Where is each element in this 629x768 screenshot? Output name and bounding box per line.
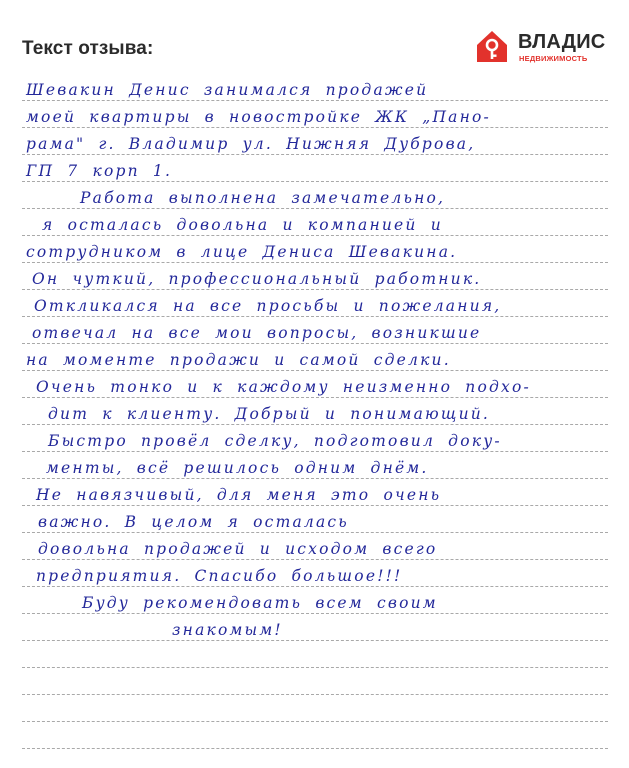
ruled-line [22, 694, 608, 695]
review-line: довольна продажей и исходом всего [38, 540, 438, 558]
brand-name: ВЛАДИС [518, 31, 606, 53]
ruled-line [22, 154, 608, 155]
ruled-line [22, 478, 608, 479]
review-line: Быстро провёл сделку, подготовил доку- [48, 432, 502, 450]
ruled-line [22, 181, 608, 182]
brand-tagline: НЕДВИЖИМОСТЬ [519, 54, 588, 63]
review-line: моей квартиры в новостройке ЖК „Пано- [26, 108, 491, 126]
review-line: Буду рекомендовать всем своим [82, 594, 438, 612]
ruled-line [22, 505, 608, 506]
review-line: Не навязчивый, для меня это очень [36, 486, 442, 504]
ruled-line [22, 559, 608, 560]
review-line: важно. В целом я осталась [38, 513, 349, 531]
ruled-line [22, 424, 608, 425]
review-line: предприятия. Спасибо большое!!! [36, 567, 403, 585]
review-line: Откликался на все просьбы и пожелания, [34, 297, 502, 315]
ruled-line [22, 343, 608, 344]
ruled-line [22, 262, 608, 263]
review-line: Работа выполнена замечательно, [80, 189, 446, 207]
ruled-line [22, 613, 608, 614]
review-line: дит к клиенту. Добрый и понимающий. [48, 405, 491, 423]
ruled-line [22, 370, 608, 371]
ruled-line [22, 748, 608, 749]
brand-logo [474, 28, 614, 68]
house-key-icon [474, 28, 510, 64]
ruled-line [22, 586, 608, 587]
ruled-line [22, 397, 608, 398]
ruled-line [22, 640, 608, 641]
review-line: отвечал на все мои вопросы, возникшие [32, 324, 482, 342]
handwritten-review [22, 72, 608, 762]
page-header [0, 0, 629, 70]
ruled-line [22, 667, 608, 668]
review-line: менты, всё решилось одним днём. [46, 459, 429, 477]
ruled-line [22, 721, 608, 722]
ruled-line [22, 235, 608, 236]
review-line: сотрудником в лице Дениса Шевакина. [26, 243, 458, 261]
review-line: рама" г. Владимир ул. Нижняя Дуброва, [26, 135, 476, 153]
review-line: на моменте продажи и самой сделки. [26, 351, 451, 369]
review-line: знакомым! [172, 621, 283, 639]
ruled-line [22, 532, 608, 533]
ruled-line [22, 289, 608, 290]
ruled-line [22, 316, 608, 317]
ruled-line [22, 208, 608, 209]
review-line: Он чуткий, профессиональный работник. [32, 270, 482, 288]
review-line: Шевакин Денис занимался продажей [26, 81, 429, 99]
ruled-line [22, 100, 608, 101]
review-line: Очень тонко и к каждому неизменно подхо- [36, 378, 531, 396]
page-title: Текст отзыва: [22, 38, 154, 59]
ruled-line [22, 451, 608, 452]
review-line: я осталась довольна и компанией и [42, 216, 443, 234]
review-line: ГП 7 корп 1. [26, 162, 173, 180]
ruled-line [22, 127, 608, 128]
